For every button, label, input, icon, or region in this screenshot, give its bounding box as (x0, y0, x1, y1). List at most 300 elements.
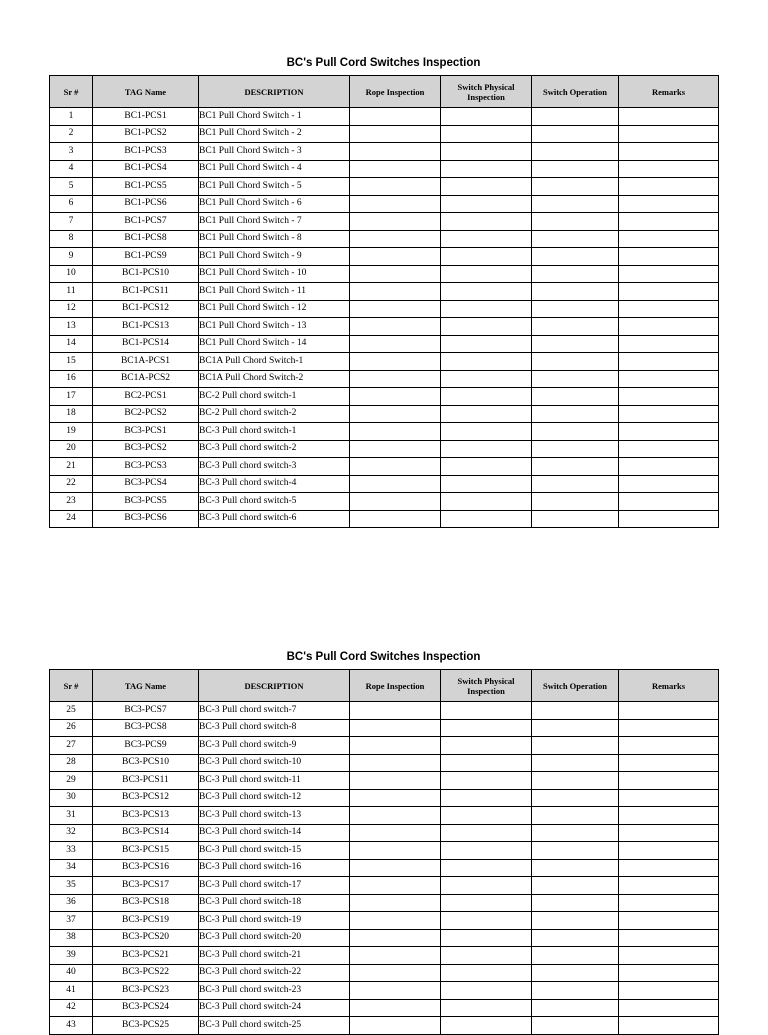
cell-tag-name: BC3-PCS16 (93, 859, 199, 877)
cell-rope-inspection (350, 912, 441, 930)
cell-remarks (619, 143, 719, 161)
cell-switch-physical-inspection (441, 353, 532, 371)
cell-remarks (619, 807, 719, 825)
header-description: DESCRIPTION (199, 670, 350, 702)
cell-switch-operation (532, 929, 619, 947)
table-row (50, 947, 719, 965)
cell-remarks (619, 772, 719, 790)
cell-remarks (619, 195, 719, 213)
cell-tag-name: BC3-PCS1 (93, 423, 199, 441)
cell-sr: 26 (50, 719, 93, 737)
cell-remarks (619, 1017, 719, 1035)
cell-switch-physical-inspection (441, 877, 532, 895)
cell-switch-physical-inspection (441, 283, 532, 301)
cell-switch-operation (532, 370, 619, 388)
cell-remarks (619, 300, 719, 318)
header-sr: Sr # (50, 76, 93, 108)
cell-switch-physical-inspection (441, 754, 532, 772)
cell-tag-name: BC3-PCS3 (93, 458, 199, 476)
cell-description: BC-3 Pull chord switch-19 (199, 912, 350, 930)
cell-remarks (619, 370, 719, 388)
cell-sr: 32 (50, 824, 93, 842)
cell-sr: 28 (50, 754, 93, 772)
cell-switch-physical-inspection (441, 702, 532, 720)
cell-rope-inspection (350, 929, 441, 947)
cell-tag-name: BC1-PCS7 (93, 213, 199, 231)
cell-switch-physical-inspection (441, 405, 532, 423)
cell-rope-inspection (350, 283, 441, 301)
cell-switch-operation (532, 754, 619, 772)
cell-rope-inspection (350, 859, 441, 877)
cell-rope-inspection (350, 230, 441, 248)
table-row (50, 440, 719, 458)
cell-sr: 23 (50, 493, 93, 511)
cell-switch-operation (532, 458, 619, 476)
cell-switch-physical-inspection (441, 195, 532, 213)
table-row (50, 353, 719, 371)
cell-rope-inspection (350, 248, 441, 266)
cell-switch-operation (532, 405, 619, 423)
header-sr: Sr # (50, 670, 93, 702)
cell-switch-physical-inspection (441, 807, 532, 825)
cell-tag-name: BC1-PCS2 (93, 125, 199, 143)
cell-switch-physical-inspection (441, 125, 532, 143)
table-row (50, 807, 719, 825)
cell-tag-name: BC2-PCS1 (93, 388, 199, 406)
cell-tag-name: BC3-PCS2 (93, 440, 199, 458)
cell-switch-physical-inspection (441, 719, 532, 737)
cell-switch-physical-inspection (441, 510, 532, 528)
cell-switch-operation (532, 772, 619, 790)
table-row (50, 213, 719, 231)
cell-switch-operation (532, 318, 619, 336)
cell-tag-name: BC3-PCS20 (93, 929, 199, 947)
cell-switch-physical-inspection (441, 824, 532, 842)
cell-switch-operation (532, 353, 619, 371)
cell-sr: 34 (50, 859, 93, 877)
cell-switch-operation (532, 1017, 619, 1035)
table-row (50, 719, 719, 737)
table-row (50, 160, 719, 178)
cell-switch-operation (532, 964, 619, 982)
header-tag-name: TAG Name (93, 76, 199, 108)
cell-rope-inspection (350, 947, 441, 965)
cell-remarks (619, 842, 719, 860)
cell-tag-name: BC1-PCS9 (93, 248, 199, 266)
cell-description: BC-3 Pull chord switch-20 (199, 929, 350, 947)
cell-switch-operation (532, 510, 619, 528)
table-row (50, 178, 719, 196)
table-row (50, 929, 719, 947)
table-row (50, 772, 719, 790)
table-row (50, 1017, 719, 1035)
cell-sr: 24 (50, 510, 93, 528)
cell-remarks (619, 230, 719, 248)
cell-remarks (619, 999, 719, 1017)
header-switch-physical-inspection: Switch Physical Inspection (441, 76, 532, 108)
cell-switch-operation (532, 178, 619, 196)
cell-switch-physical-inspection (441, 475, 532, 493)
cell-switch-physical-inspection (441, 160, 532, 178)
cell-switch-operation (532, 842, 619, 860)
cell-description: BC-3 Pull chord switch-10 (199, 754, 350, 772)
cell-description: BC1 Pull Chord Switch - 5 (199, 178, 350, 196)
cell-remarks (619, 964, 719, 982)
cell-switch-physical-inspection (441, 458, 532, 476)
cell-description: BC-3 Pull chord switch-17 (199, 877, 350, 895)
cell-tag-name: BC3-PCS22 (93, 964, 199, 982)
cell-switch-operation (532, 493, 619, 511)
cell-tag-name: BC1-PCS11 (93, 283, 199, 301)
cell-switch-physical-inspection (441, 108, 532, 126)
cell-sr: 25 (50, 702, 93, 720)
cell-switch-operation (532, 143, 619, 161)
cell-rope-inspection (350, 999, 441, 1017)
cell-sr: 16 (50, 370, 93, 388)
cell-sr: 22 (50, 475, 93, 493)
cell-switch-physical-inspection (441, 1017, 532, 1035)
cell-tag-name: BC3-PCS8 (93, 719, 199, 737)
table-row (50, 859, 719, 877)
cell-sr: 41 (50, 982, 93, 1000)
cell-switch-operation (532, 912, 619, 930)
cell-switch-operation (532, 982, 619, 1000)
cell-tag-name: BC3-PCS25 (93, 1017, 199, 1035)
cell-switch-physical-inspection (441, 982, 532, 1000)
cell-remarks (619, 929, 719, 947)
cell-remarks (619, 248, 719, 266)
cell-switch-physical-inspection (441, 388, 532, 406)
cell-switch-operation (532, 108, 619, 126)
header-remarks: Remarks (619, 670, 719, 702)
table-row (50, 754, 719, 772)
cell-remarks (619, 458, 719, 476)
cell-remarks (619, 824, 719, 842)
cell-remarks (619, 265, 719, 283)
cell-switch-operation (532, 423, 619, 441)
cell-remarks (619, 877, 719, 895)
cell-remarks (619, 737, 719, 755)
cell-switch-physical-inspection (441, 999, 532, 1017)
cell-switch-operation (532, 807, 619, 825)
cell-tag-name: BC3-PCS4 (93, 475, 199, 493)
cell-switch-physical-inspection (441, 178, 532, 196)
cell-description: BC-3 Pull chord switch-9 (199, 737, 350, 755)
table-row (50, 842, 719, 860)
cell-remarks (619, 178, 719, 196)
cell-tag-name: BC3-PCS13 (93, 807, 199, 825)
cell-description: BC1 Pull Chord Switch - 10 (199, 265, 350, 283)
cell-description: BC1 Pull Chord Switch - 9 (199, 248, 350, 266)
cell-switch-physical-inspection (441, 213, 532, 231)
inspection-table (49, 75, 719, 528)
header-switch-physical-inspection: Switch Physical Inspection (441, 670, 532, 702)
cell-switch-physical-inspection (441, 318, 532, 336)
cell-sr: 38 (50, 929, 93, 947)
header-rope-inspection: Rope Inspection (350, 670, 441, 702)
cell-description: BC-3 Pull chord switch-24 (199, 999, 350, 1017)
cell-remarks (619, 475, 719, 493)
table-row (50, 789, 719, 807)
cell-switch-operation (532, 859, 619, 877)
cell-switch-physical-inspection (441, 370, 532, 388)
cell-switch-operation (532, 248, 619, 266)
cell-tag-name: BC1-PCS14 (93, 335, 199, 353)
cell-sr: 42 (50, 999, 93, 1017)
cell-description: BC1 Pull Chord Switch - 4 (199, 160, 350, 178)
cell-rope-inspection (350, 737, 441, 755)
cell-rope-inspection (350, 493, 441, 511)
cell-description: BC-2 Pull chord switch-1 (199, 388, 350, 406)
cell-switch-operation (532, 195, 619, 213)
cell-switch-physical-inspection (441, 440, 532, 458)
cell-sr: 19 (50, 423, 93, 441)
cell-sr: 40 (50, 964, 93, 982)
cell-tag-name: BC3-PCS9 (93, 737, 199, 755)
cell-switch-physical-inspection (441, 265, 532, 283)
cell-rope-inspection (350, 318, 441, 336)
cell-switch-operation (532, 125, 619, 143)
cell-rope-inspection (350, 877, 441, 895)
cell-switch-physical-inspection (441, 912, 532, 930)
cell-remarks (619, 493, 719, 511)
table-row (50, 248, 719, 266)
cell-description: BC-3 Pull chord switch-16 (199, 859, 350, 877)
cell-tag-name: BC3-PCS12 (93, 789, 199, 807)
cell-rope-inspection (350, 125, 441, 143)
table-row (50, 125, 719, 143)
cell-rope-inspection (350, 108, 441, 126)
cell-remarks (619, 213, 719, 231)
cell-remarks (619, 719, 719, 737)
cell-description: BC-3 Pull chord switch-5 (199, 493, 350, 511)
cell-sr: 5 (50, 178, 93, 196)
cell-tag-name: BC1-PCS13 (93, 318, 199, 336)
table-row (50, 894, 719, 912)
header-tag-name: TAG Name (93, 670, 199, 702)
cell-switch-physical-inspection (441, 230, 532, 248)
cell-rope-inspection (350, 143, 441, 161)
table-row (50, 423, 719, 441)
cell-sr: 17 (50, 388, 93, 406)
cell-sr: 7 (50, 213, 93, 231)
inspection-table-2-container (49, 669, 719, 1030)
table-row (50, 405, 719, 423)
cell-tag-name: BC3-PCS6 (93, 510, 199, 528)
header-rope-inspection: Rope Inspection (350, 76, 441, 108)
cell-switch-operation (532, 877, 619, 895)
cell-switch-physical-inspection (441, 248, 532, 266)
cell-description: BC-3 Pull chord switch-21 (199, 947, 350, 965)
cell-tag-name: BC1-PCS12 (93, 300, 199, 318)
cell-rope-inspection (350, 440, 441, 458)
cell-sr: 9 (50, 248, 93, 266)
cell-description: BC1 Pull Chord Switch - 6 (199, 195, 350, 213)
cell-switch-operation (532, 213, 619, 231)
header-remarks: Remarks (619, 76, 719, 108)
cell-remarks (619, 423, 719, 441)
cell-switch-operation (532, 335, 619, 353)
cell-switch-operation (532, 719, 619, 737)
table-row (50, 318, 719, 336)
cell-sr: 10 (50, 265, 93, 283)
cell-switch-physical-inspection (441, 859, 532, 877)
cell-tag-name: BC3-PCS17 (93, 877, 199, 895)
cell-rope-inspection (350, 702, 441, 720)
header-description: DESCRIPTION (199, 76, 350, 108)
cell-description: BC1 Pull Chord Switch - 3 (199, 143, 350, 161)
cell-description: BC1 Pull Chord Switch - 13 (199, 318, 350, 336)
cell-sr: 13 (50, 318, 93, 336)
header-switch-operation: Switch Operation (532, 76, 619, 108)
cell-description: BC1 Pull Chord Switch - 1 (199, 108, 350, 126)
cell-rope-inspection (350, 894, 441, 912)
cell-tag-name: BC1-PCS4 (93, 160, 199, 178)
cell-switch-operation (532, 160, 619, 178)
cell-description: BC-3 Pull chord switch-18 (199, 894, 350, 912)
table-title: BC's Pull Cord Switches Inspection (286, 57, 481, 69)
cell-tag-name: BC3-PCS14 (93, 824, 199, 842)
cell-rope-inspection (350, 388, 441, 406)
cell-tag-name: BC2-PCS2 (93, 405, 199, 423)
cell-tag-name: BC1-PCS5 (93, 178, 199, 196)
cell-sr: 4 (50, 160, 93, 178)
cell-sr: 12 (50, 300, 93, 318)
cell-sr: 36 (50, 894, 93, 912)
table-row (50, 370, 719, 388)
cell-description: BC-3 Pull chord switch-15 (199, 842, 350, 860)
cell-description: BC-3 Pull chord switch-23 (199, 982, 350, 1000)
cell-rope-inspection (350, 719, 441, 737)
cell-sr: 20 (50, 440, 93, 458)
cell-remarks (619, 353, 719, 371)
cell-rope-inspection (350, 195, 441, 213)
cell-switch-physical-inspection (441, 493, 532, 511)
cell-remarks (619, 912, 719, 930)
cell-description: BC1 Pull Chord Switch - 7 (199, 213, 350, 231)
cell-tag-name: BC3-PCS5 (93, 493, 199, 511)
cell-tag-name: BC1-PCS1 (93, 108, 199, 126)
cell-rope-inspection (350, 754, 441, 772)
cell-remarks (619, 283, 719, 301)
cell-switch-operation (532, 702, 619, 720)
table-row (50, 230, 719, 248)
cell-tag-name: BC3-PCS18 (93, 894, 199, 912)
table-row (50, 982, 719, 1000)
cell-remarks (619, 125, 719, 143)
table-row (50, 458, 719, 476)
table-title: BC's Pull Cord Switches Inspection (286, 651, 481, 663)
cell-description: BC-3 Pull chord switch-8 (199, 719, 350, 737)
inspection-table-1-container (49, 75, 719, 528)
cell-description: BC-3 Pull chord switch-25 (199, 1017, 350, 1035)
cell-description: BC1 Pull Chord Switch - 2 (199, 125, 350, 143)
cell-switch-operation (532, 300, 619, 318)
cell-description: BC-3 Pull chord switch-22 (199, 964, 350, 982)
cell-sr: 29 (50, 772, 93, 790)
cell-switch-operation (532, 265, 619, 283)
cell-remarks (619, 947, 719, 965)
header-row (50, 670, 719, 702)
cell-tag-name: BC1A-PCS2 (93, 370, 199, 388)
cell-switch-physical-inspection (441, 335, 532, 353)
table-row (50, 335, 719, 353)
cell-switch-physical-inspection (441, 929, 532, 947)
cell-sr: 37 (50, 912, 93, 930)
header-switch-operation: Switch Operation (532, 670, 619, 702)
cell-rope-inspection (350, 300, 441, 318)
cell-tag-name: BC3-PCS11 (93, 772, 199, 790)
cell-remarks (619, 702, 719, 720)
cell-rope-inspection (350, 510, 441, 528)
cell-sr: 15 (50, 353, 93, 371)
table-row (50, 912, 719, 930)
cell-switch-physical-inspection (441, 947, 532, 965)
cell-remarks (619, 754, 719, 772)
cell-rope-inspection (350, 370, 441, 388)
cell-switch-physical-inspection (441, 964, 532, 982)
cell-tag-name: BC3-PCS7 (93, 702, 199, 720)
cell-tag-name: BC1-PCS8 (93, 230, 199, 248)
cell-remarks (619, 789, 719, 807)
cell-description: BC-2 Pull chord switch-2 (199, 405, 350, 423)
table-row (50, 143, 719, 161)
cell-sr: 33 (50, 842, 93, 860)
cell-sr: 18 (50, 405, 93, 423)
table-row (50, 283, 719, 301)
table-row (50, 195, 719, 213)
header-row (50, 76, 719, 108)
cell-sr: 14 (50, 335, 93, 353)
cell-tag-name: BC1-PCS6 (93, 195, 199, 213)
cell-sr: 8 (50, 230, 93, 248)
table-row (50, 475, 719, 493)
table-row (50, 824, 719, 842)
cell-rope-inspection (350, 160, 441, 178)
cell-switch-operation (532, 894, 619, 912)
cell-rope-inspection (350, 964, 441, 982)
cell-tag-name: BC3-PCS15 (93, 842, 199, 860)
cell-tag-name: BC1-PCS10 (93, 265, 199, 283)
cell-switch-operation (532, 999, 619, 1017)
cell-remarks (619, 335, 719, 353)
cell-switch-operation (532, 440, 619, 458)
cell-switch-physical-inspection (441, 772, 532, 790)
cell-tag-name: BC3-PCS24 (93, 999, 199, 1017)
cell-description: BC1A Pull Chord Switch-2 (199, 370, 350, 388)
cell-sr: 31 (50, 807, 93, 825)
table-row (50, 265, 719, 283)
cell-rope-inspection (350, 1017, 441, 1035)
table-row (50, 388, 719, 406)
cell-rope-inspection (350, 423, 441, 441)
cell-rope-inspection (350, 405, 441, 423)
cell-rope-inspection (350, 353, 441, 371)
cell-rope-inspection (350, 213, 441, 231)
cell-switch-physical-inspection (441, 737, 532, 755)
cell-remarks (619, 405, 719, 423)
cell-rope-inspection (350, 265, 441, 283)
cell-remarks (619, 982, 719, 1000)
cell-description: BC-3 Pull chord switch-3 (199, 458, 350, 476)
cell-sr: 35 (50, 877, 93, 895)
cell-remarks (619, 859, 719, 877)
cell-description: BC-3 Pull chord switch-14 (199, 824, 350, 842)
cell-rope-inspection (350, 807, 441, 825)
cell-switch-operation (532, 475, 619, 493)
table-row (50, 877, 719, 895)
cell-remarks (619, 160, 719, 178)
